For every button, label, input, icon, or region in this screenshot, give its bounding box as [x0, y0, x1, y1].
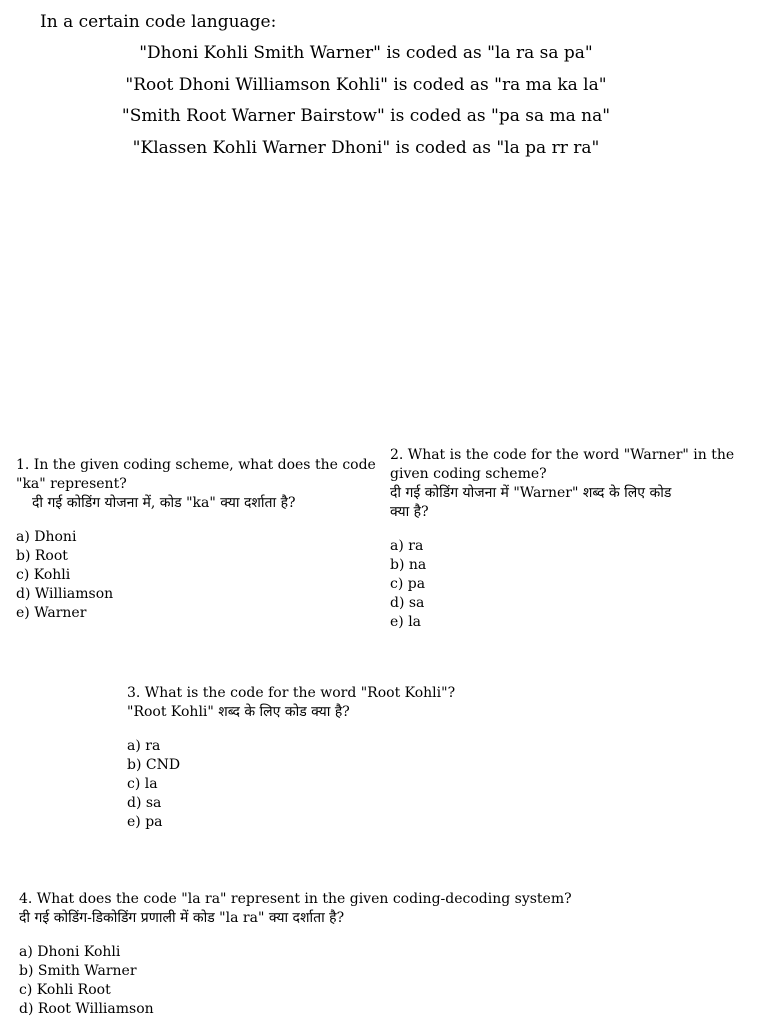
statement-1: "Dhoni Kohli Smith Warner" is coded as "la ra sa pa": [139, 43, 593, 63]
q2-option-b: b) na: [390, 557, 427, 573]
question-1-text-cont: "ka" represent?: [16, 476, 127, 492]
intro-heading: In a certain code language:: [40, 12, 277, 32]
question-3: [127, 684, 587, 832]
q3-option-d: d) sa: [127, 795, 162, 811]
q4-option-b: b) Smith Warner: [19, 963, 137, 979]
question-1: [16, 456, 376, 623]
statement-3: "Smith Root Warner Bairstow" is coded as "pa sa ma na": [121, 106, 611, 126]
statement-4: "Klassen Kohli Warner Dhoni" is coded as "la pa rr ra": [132, 138, 600, 158]
question-4-hindi: दी गई कोडिंग-डिकोडिंग प्रणाली में कोड "la ra" क्या दर्शाता है?: [19, 910, 345, 926]
q4-option-a: a) Dhoni Kohli: [19, 944, 121, 960]
q4-option-d: d) Root Williamson: [19, 1001, 154, 1017]
q3-option-a: a) ra: [127, 738, 161, 754]
question-2-text: 2. What is the code for the word "Warner" in the: [390, 447, 735, 463]
q2-option-c: c) pa: [390, 576, 426, 592]
q1-option-d: d) Williamson: [16, 586, 114, 602]
question-4: [19, 890, 739, 1019]
q2-option-e: e) la: [390, 614, 422, 630]
q1-option-a: a) Dhoni: [16, 529, 77, 545]
q3-option-e: e) pa: [127, 814, 163, 830]
question-2-text-cont: given coding scheme?: [390, 466, 547, 482]
q1-option-e: e) Warner: [16, 605, 87, 621]
q4-option-c: c) Kohli Root: [19, 982, 111, 998]
q1-option-c: c) Kohli: [16, 567, 71, 583]
question-1-hindi: दी गई कोडिंग योजना में, कोड "ka" क्या दर्शाता है?: [32, 495, 296, 511]
question-4-text: 4. What does the code "la ra" represent in the given coding-decoding system?: [19, 891, 572, 907]
question-2-hindi: दी गई कोडिंग योजना में "Warner" शब्द के लिए कोड: [390, 485, 672, 501]
question-3-text: 3. What is the code for the word "Root Kohli"?: [127, 685, 456, 701]
statement-2: "Root Dhoni Williamson Kohli" is coded as "ra ma ka la": [125, 75, 607, 95]
q3-option-b: b) CND: [127, 757, 181, 773]
q1-option-b: b) Root: [16, 548, 68, 564]
q2-option-d: d) sa: [390, 595, 425, 611]
question-2: [390, 446, 760, 632]
question-3-hindi: "Root Kohli" शब्द के लिए कोड क्या है?: [127, 704, 350, 720]
question-2-hindi-cont: क्या है?: [390, 504, 429, 520]
q3-option-c: c) la: [127, 776, 158, 792]
question-1-text: 1. In the given coding scheme, what does the code: [16, 457, 376, 473]
q2-option-a: a) ra: [390, 538, 424, 554]
